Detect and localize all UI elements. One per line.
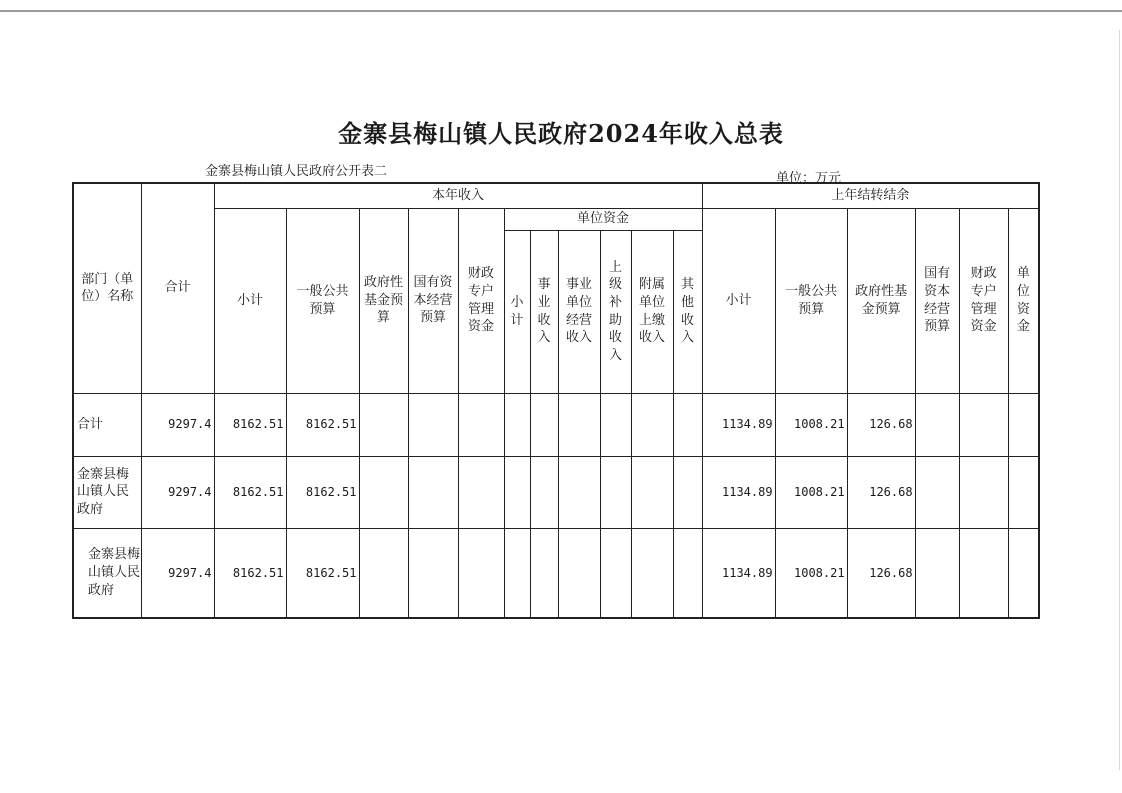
header-uf-superior-subsidy: 上级补助收入 (600, 230, 631, 393)
header-uf-other: 其他收入 (673, 230, 702, 393)
header-unit-funds: 单位资金 (504, 208, 702, 230)
table-row (73, 456, 1039, 528)
cell-general-budget: 8162.51 (286, 528, 359, 618)
cell-py-general-budget: 1008.21 (775, 456, 847, 528)
header-dept: 部门（单位）名称 (73, 183, 141, 393)
header-py-state-capital: 国有资本经营预算 (915, 208, 959, 393)
header-general-budget: 一般公共预算 (286, 208, 359, 393)
cell-py-gov-fund: 126.68 (847, 393, 915, 456)
header-subtotal: 小计 (214, 208, 286, 393)
cell-subtotal: 8162.51 (214, 456, 286, 528)
header-py-unit-funds: 单位资金 (1008, 208, 1039, 393)
header-py-subtotal: 小计 (702, 208, 775, 393)
header-uf-subtotal: 小计 (504, 230, 530, 393)
page-title: 金寨县梅山镇人民政府2024年收入总表 (338, 119, 784, 148)
header-uf-business-ops: 事业单位经营收入 (558, 230, 600, 393)
cell-py-subtotal: 1134.89 (702, 528, 775, 618)
row-name: 合计 (73, 393, 141, 456)
cell-py-subtotal: 1134.89 (702, 393, 775, 456)
scan-edge-top (0, 10, 1122, 12)
cell-subtotal: 8162.51 (214, 393, 286, 456)
header-prev-year: 上年结转结余 (702, 183, 1039, 208)
header-uf-affiliate: 附属单位上缴收入 (631, 230, 673, 393)
cell-total: 9297.4 (141, 393, 214, 456)
table-row (73, 393, 1039, 456)
cell-total: 9297.4 (141, 456, 214, 528)
header-state-capital: 国有资本经营预算 (408, 208, 458, 393)
header-py-general-budget: 一般公共预算 (775, 208, 847, 393)
cell-py-general-budget: 1008.21 (775, 528, 847, 618)
cell-subtotal: 8162.51 (214, 528, 286, 618)
table-subtitle: 金寨县梅山镇人民政府公开表二 (205, 164, 388, 179)
header-uf-business-income: 事业收入 (530, 230, 558, 393)
header-fiscal-special: 财政专户管理资金 (458, 208, 504, 393)
cell-general-budget: 8162.51 (286, 393, 359, 456)
cell-py-gov-fund: 126.68 (847, 528, 915, 618)
header-gov-fund: 政府性基金预算 (359, 208, 408, 393)
cell-general-budget: 8162.51 (286, 456, 359, 528)
table-row (73, 528, 1039, 618)
cell-py-gov-fund: 126.68 (847, 456, 915, 528)
cell-py-subtotal: 1134.89 (702, 456, 775, 528)
row-name: 金寨县梅山镇人民政府 (73, 528, 141, 618)
header-total: 合计 (141, 183, 214, 393)
cell-total: 9297.4 (141, 528, 214, 618)
income-summary-table (72, 182, 1040, 619)
cell-py-general-budget: 1008.21 (775, 393, 847, 456)
unit-label: 单位：万元 (776, 171, 842, 186)
header-current-year: 本年收入 (214, 183, 702, 208)
header-py-gov-fund: 政府性基金预算 (847, 208, 915, 393)
row-name: 金寨县梅山镇人民政府 (73, 456, 141, 528)
header-py-fiscal-special: 财政专户管理资金 (959, 208, 1008, 393)
